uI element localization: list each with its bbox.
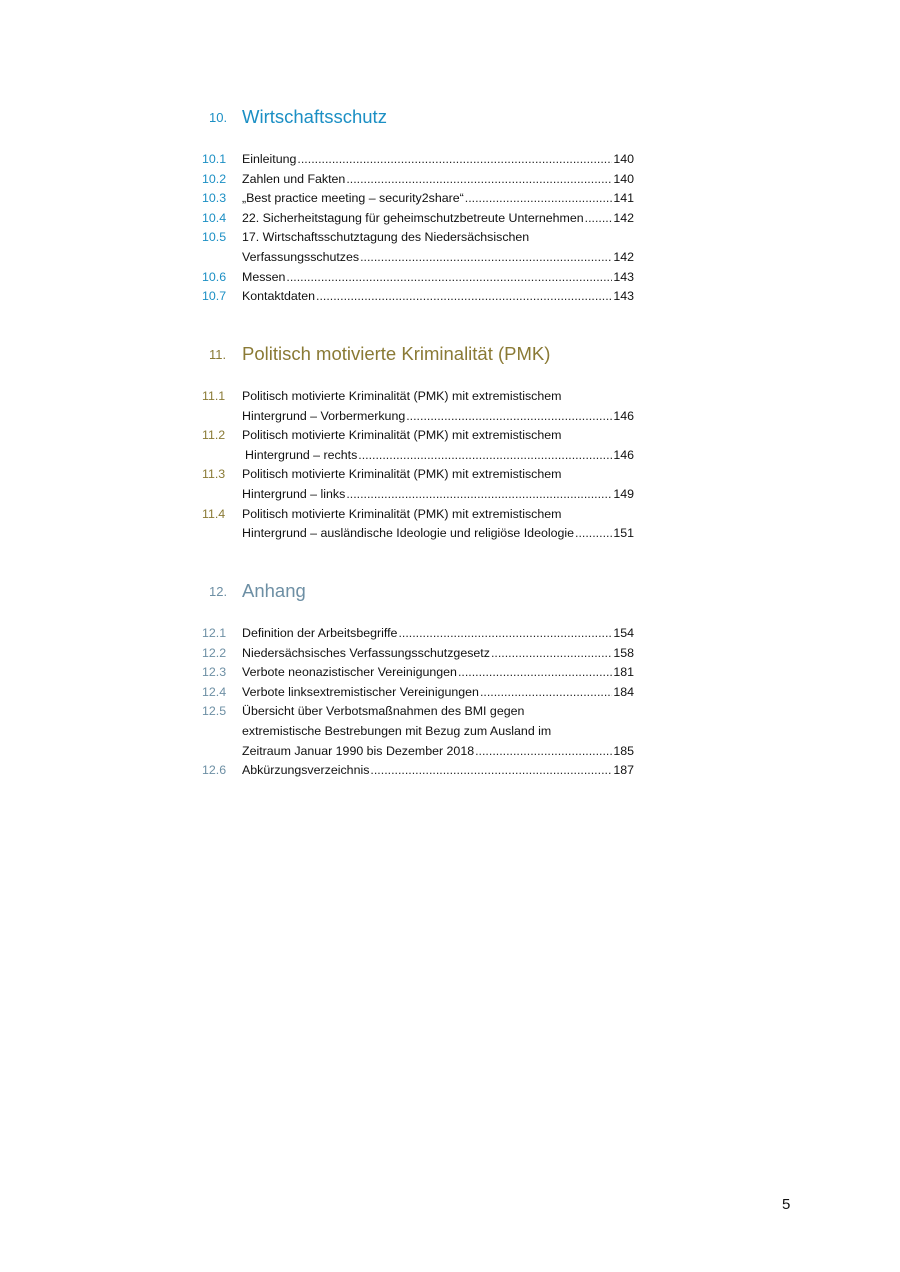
entry-number: 11.4 — [202, 506, 226, 521]
entry-number: 11.2 — [202, 428, 226, 443]
dot-leader — [346, 170, 612, 190]
entry-title: Messen — [242, 269, 286, 284]
dot-leader — [475, 742, 612, 762]
entry-title-line: 17. Wirtschaftsschutztagung des Niedersächsischen — [242, 230, 530, 245]
entry-title: Verfassungsschutzes — [242, 249, 360, 264]
entry-page: 187 — [613, 763, 634, 778]
toc-entry[interactable] — [200, 426, 634, 465]
toc-section-11 — [200, 343, 634, 544]
entry-number: 10.4 — [202, 210, 227, 225]
toc-entry[interactable] — [200, 170, 634, 190]
dot-leader — [370, 761, 612, 781]
entry-number: 12.3 — [202, 665, 227, 680]
entry-title-line: extremistische Bestrebungen mit Bezug zum Ausland im — [242, 723, 552, 738]
toc-entry[interactable] — [200, 663, 634, 683]
dot-leader — [358, 446, 612, 466]
entry-title: Einleitung — [242, 152, 297, 166]
entry-page: 146 — [613, 447, 634, 462]
entry-page: 140 — [613, 171, 634, 186]
entry-page: 140 — [613, 152, 634, 166]
entry-page: 151 — [613, 526, 634, 541]
entry-title: Abkürzungsverzeichnis — [242, 763, 370, 778]
toc-entry[interactable] — [200, 683, 634, 703]
dot-leader — [346, 485, 612, 505]
section-title: Wirtschaftsschutz — [242, 106, 387, 127]
entry-page: 154 — [613, 626, 634, 640]
entry-page: 185 — [613, 743, 634, 758]
entry-number: 12.2 — [202, 645, 227, 660]
toc-entry[interactable] — [200, 761, 634, 781]
dot-leader — [398, 624, 612, 644]
section-number: 10. — [209, 110, 228, 125]
entry-page: 142 — [613, 249, 634, 264]
dot-leader — [286, 268, 612, 288]
entry-title-line: Politisch motivierte Kriminalität (PMK) mit extremistischem — [242, 389, 562, 403]
entry-title: 22. Sicherheitstagung für geheimschutzbetreute Unternehmen — [242, 210, 584, 225]
entry-title: Hintergrund – ausländische Ideologie und religiöse Ideologie — [242, 526, 575, 541]
section-heading — [200, 580, 634, 606]
entry-page: 143 — [613, 269, 634, 284]
entry-number: 10.7 — [202, 289, 227, 304]
section-heading — [200, 343, 634, 369]
entry-page: 146 — [613, 408, 634, 423]
entry-title-line: Politisch motivierte Kriminalität (PMK) mit extremistischem — [242, 506, 562, 521]
entry-title: Verbote linksextremistischer Vereinigungen — [242, 684, 479, 699]
toc-entry[interactable] — [200, 268, 634, 288]
dot-leader — [585, 209, 613, 229]
entry-title: Hintergrund – rechts — [245, 447, 358, 462]
section-number: 12. — [209, 584, 228, 599]
toc-entry[interactable] — [200, 150, 634, 170]
entry-title: Kontaktdaten — [242, 289, 316, 304]
dot-leader — [297, 150, 612, 170]
entry-title: Definition der Arbeitsbegriffe — [242, 626, 398, 640]
section-title: Anhang — [242, 580, 306, 601]
entry-title: Zeitraum Januar 1990 bis Dezember 2018 — [242, 743, 475, 758]
entry-page: 184 — [613, 684, 634, 699]
entry-page: 158 — [613, 645, 634, 660]
section-number: 11. — [209, 347, 227, 362]
toc-section-12 — [200, 580, 634, 781]
toc-entry[interactable] — [200, 209, 634, 229]
dot-leader — [480, 683, 612, 703]
entry-title-line: Politisch motivierte Kriminalität (PMK) mit extremistischem — [242, 467, 562, 482]
toc-entry[interactable] — [200, 624, 634, 644]
toc-entry[interactable] — [200, 287, 634, 307]
entry-title-line: Politisch motivierte Kriminalität (PMK) mit extremistischem — [242, 428, 562, 443]
entry-number: 10.2 — [202, 171, 227, 186]
toc-entry[interactable] — [200, 228, 634, 267]
toc-entry[interactable] — [200, 465, 634, 504]
toc-entry[interactable] — [200, 505, 634, 544]
entry-title-line: Übersicht über Verbotsmaßnahmen des BMI gegen — [242, 704, 525, 719]
entry-page: 181 — [613, 665, 634, 680]
entry-page: 141 — [613, 191, 634, 206]
entry-number: 12.1 — [202, 626, 227, 640]
entry-number: 12.4 — [202, 684, 227, 699]
dot-leader — [458, 663, 612, 683]
dot-leader — [316, 287, 612, 307]
entry-page: 142 — [613, 210, 634, 225]
entry-title: Niedersächsisches Verfassungsschutzgesetz — [242, 645, 490, 660]
page-number: 5 — [782, 1196, 791, 1213]
dot-leader — [575, 524, 612, 544]
dot-leader — [360, 248, 612, 268]
dot-leader — [491, 644, 612, 664]
entry-title: Hintergrund – Vorbermerkung — [242, 408, 406, 423]
entry-title: „Best practice meeting – security2share“ — [242, 191, 464, 206]
entry-page: 149 — [613, 486, 634, 501]
entry-number: 12.5 — [202, 704, 227, 719]
entry-number: 11.1 — [202, 389, 226, 403]
toc-entry[interactable] — [200, 189, 634, 209]
toc-entry[interactable] — [200, 387, 634, 426]
entry-number: 10.3 — [202, 191, 227, 206]
section-heading — [200, 106, 634, 132]
dot-leader — [465, 189, 613, 209]
entry-page: 143 — [613, 289, 634, 304]
dot-leader — [406, 407, 612, 427]
entry-number: 11.3 — [202, 467, 226, 482]
entry-number: 10.5 — [202, 230, 227, 245]
toc-entry[interactable] — [200, 644, 634, 664]
entry-number: 10.1 — [202, 152, 227, 166]
entry-number: 12.6 — [202, 763, 227, 778]
entry-number: 10.6 — [202, 269, 227, 284]
entry-title: Zahlen und Fakten — [242, 171, 346, 186]
toc-entry[interactable] — [200, 702, 634, 761]
entry-title: Hintergrund – links — [242, 486, 346, 501]
section-title: Politisch motivierte Kriminalität (PMK) — [242, 343, 551, 364]
toc-section-10 — [200, 106, 634, 307]
entry-title: Verbote neonazistischer Vereinigungen — [242, 665, 457, 680]
